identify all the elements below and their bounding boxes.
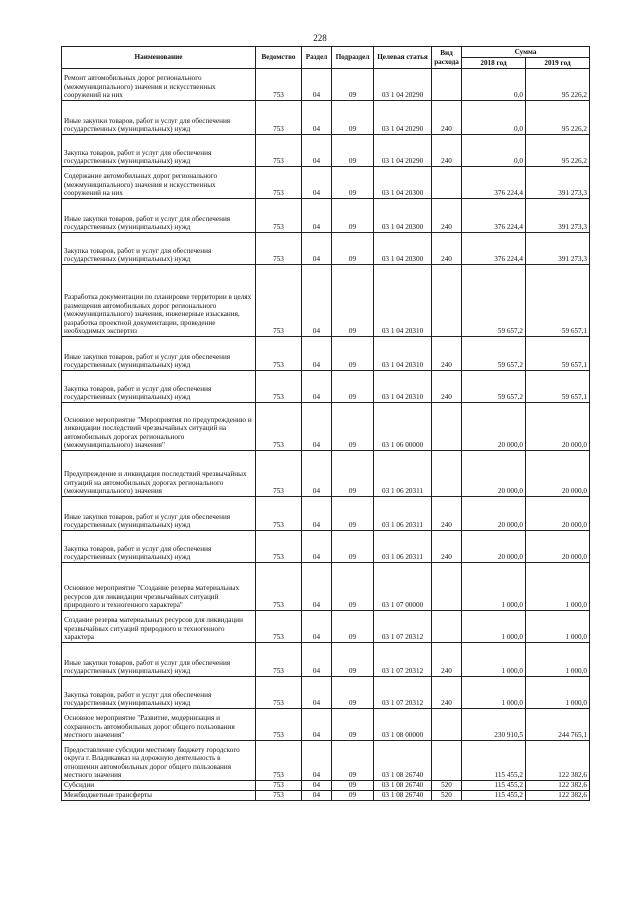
header-2019: 2019 год <box>526 58 590 69</box>
cell-kind <box>432 451 462 497</box>
cell-subsection: 09 <box>332 741 374 781</box>
table-row <box>62 199 590 233</box>
cell-subsection: 09 <box>332 643 374 677</box>
cell-dept: 753 <box>256 167 302 199</box>
cell-target: 03 1 04 20290 <box>374 135 432 167</box>
cell-name: Закупка товаров, работ и услуг для обеспечения государственных (муниципальных) нужд <box>62 233 256 265</box>
cell-name: Иные закупки товаров, работ и услуг для обеспечения государственных (муниципальных) нужд <box>62 497 256 531</box>
cell-subsection: 09 <box>332 497 374 531</box>
cell-dept: 753 <box>256 611 302 643</box>
cell-kind: 240 <box>432 371 462 403</box>
cell-name: Ремонт автомобильных дорог регионального (межмуниципального) значения и искусственных сооружений на них <box>62 69 256 101</box>
cell-section: 04 <box>302 135 332 167</box>
cell-2018: 1 000,0 <box>462 677 526 709</box>
cell-dept: 753 <box>256 497 302 531</box>
cell-subsection: 09 <box>332 677 374 709</box>
cell-dept: 753 <box>256 781 302 791</box>
cell-subsection: 09 <box>332 709 374 741</box>
cell-dept: 753 <box>256 233 302 265</box>
cell-target: 03 1 06 20311 <box>374 497 432 531</box>
table-row <box>62 677 590 709</box>
cell-name: Закупка товаров, работ и услуг для обеспечения государственных (муниципальных) нужд <box>62 677 256 709</box>
cell-2019: 1 000,0 <box>526 643 590 677</box>
cell-kind: 240 <box>432 497 462 531</box>
cell-target: 03 1 06 20311 <box>374 451 432 497</box>
cell-2019: 122 382,6 <box>526 741 590 781</box>
cell-section: 04 <box>302 69 332 101</box>
cell-2019: 20 000,0 <box>526 531 590 563</box>
table-row <box>62 531 590 563</box>
cell-kind <box>432 403 462 451</box>
cell-section: 04 <box>302 233 332 265</box>
cell-2018: 0,0 <box>462 101 526 135</box>
page-number: 228 <box>313 33 327 43</box>
cell-2019: 59 657,1 <box>526 337 590 371</box>
cell-target: 03 1 04 20310 <box>374 265 432 337</box>
header-section: Раздел <box>302 47 332 69</box>
cell-2019: 122 382,6 <box>526 781 590 791</box>
cell-kind: 240 <box>432 531 462 563</box>
cell-subsection: 09 <box>332 781 374 791</box>
cell-subsection: 09 <box>332 611 374 643</box>
cell-2018: 20 000,0 <box>462 497 526 531</box>
table-row <box>62 709 590 741</box>
cell-subsection: 09 <box>332 563 374 611</box>
cell-2018: 20 000,0 <box>462 451 526 497</box>
table-row <box>62 643 590 677</box>
cell-2019: 1 000,0 <box>526 611 590 643</box>
cell-section: 04 <box>302 403 332 451</box>
cell-section: 04 <box>302 781 332 791</box>
cell-section: 04 <box>302 531 332 563</box>
cell-name: Межбюджетные трансферты <box>62 790 256 800</box>
cell-section: 04 <box>302 611 332 643</box>
cell-2019: 20 000,0 <box>526 451 590 497</box>
cell-kind <box>432 69 462 101</box>
cell-2018: 59 657,2 <box>462 337 526 371</box>
cell-2019: 122 382,6 <box>526 790 590 800</box>
budget-table <box>61 46 590 801</box>
table-row <box>62 101 590 135</box>
cell-kind <box>432 265 462 337</box>
cell-dept: 753 <box>256 451 302 497</box>
cell-target: 03 1 04 20310 <box>374 337 432 371</box>
table-row <box>62 451 590 497</box>
table-row <box>62 403 590 451</box>
cell-dept: 753 <box>256 101 302 135</box>
cell-kind: 240 <box>432 135 462 167</box>
cell-subsection: 09 <box>332 199 374 233</box>
cell-2018: 1 000,0 <box>462 643 526 677</box>
table-row <box>62 265 590 337</box>
table-row <box>62 741 590 781</box>
cell-kind <box>432 611 462 643</box>
header-target: Целевая статья <box>374 47 432 69</box>
cell-2019: 95 226,2 <box>526 69 590 101</box>
cell-2019: 20 000,0 <box>526 497 590 531</box>
cell-subsection: 09 <box>332 69 374 101</box>
cell-target: 03 1 04 20300 <box>374 233 432 265</box>
cell-name: Создание резерва материальных ресурсов для ликвидации чрезвычайных ситуаций природного и техногенного характера <box>62 611 256 643</box>
cell-name: Основное мероприятие "Мероприятия по предупреждению и ликвидации последствий чрезвычайных ситуаций на автомобильных дорогах регионального (межмуниципального) значения" <box>62 403 256 451</box>
cell-section: 04 <box>302 371 332 403</box>
table-row <box>62 233 590 265</box>
cell-target: 03 1 04 20300 <box>374 167 432 199</box>
cell-target: 03 1 07 20312 <box>374 677 432 709</box>
cell-target: 03 1 04 20310 <box>374 371 432 403</box>
cell-dept: 753 <box>256 643 302 677</box>
cell-2018: 20 000,0 <box>462 531 526 563</box>
cell-2018: 376 224,4 <box>462 167 526 199</box>
cell-section: 04 <box>302 709 332 741</box>
cell-target: 03 1 08 26740 <box>374 790 432 800</box>
cell-name: Содержание автомобильных дорог регионального (межмуниципального) значения и искусственных сооружений на них <box>62 167 256 199</box>
cell-kind <box>432 709 462 741</box>
cell-2018: 230 910,5 <box>462 709 526 741</box>
table-row <box>62 371 590 403</box>
cell-2018: 115 455,2 <box>462 741 526 781</box>
cell-kind <box>432 563 462 611</box>
cell-kind: 520 <box>432 781 462 791</box>
cell-subsection: 09 <box>332 531 374 563</box>
cell-name: Предупреждение и ликвидация последствий чрезвычайных ситуаций на автомобильных дорогах регионального (межмуниципального) значения <box>62 451 256 497</box>
cell-2019: 244 765,1 <box>526 709 590 741</box>
table-row <box>62 563 590 611</box>
cell-kind: 240 <box>432 101 462 135</box>
cell-subsection: 09 <box>332 265 374 337</box>
cell-section: 04 <box>302 790 332 800</box>
cell-subsection: 09 <box>332 167 374 199</box>
header-dept: Ведомство <box>256 47 302 69</box>
cell-section: 04 <box>302 101 332 135</box>
cell-2018: 59 657,2 <box>462 371 526 403</box>
cell-subsection: 09 <box>332 337 374 371</box>
cell-target: 03 1 08 00000 <box>374 709 432 741</box>
cell-section: 04 <box>302 265 332 337</box>
cell-target: 03 1 07 00000 <box>374 563 432 611</box>
cell-name: Разработка документации по планировке территории в целях размещения автомобильных дорог регионального (межмуниципального) значения, инженерные изыскания, разработка проектной документации, проведение необходимых экспертиз <box>62 265 256 337</box>
cell-target: 03 1 07 20312 <box>374 643 432 677</box>
cell-dept: 753 <box>256 135 302 167</box>
cell-name: Иные закупки товаров, работ и услуг для обеспечения государственных (муниципальных) нужд <box>62 643 256 677</box>
cell-2018: 0,0 <box>462 69 526 101</box>
cell-2019: 20 000,0 <box>526 403 590 451</box>
cell-kind: 520 <box>432 790 462 800</box>
header-subsection: Подраздел <box>332 47 374 69</box>
cell-2018: 115 455,2 <box>462 781 526 791</box>
cell-target: 03 1 04 20290 <box>374 101 432 135</box>
cell-name: Иные закупки товаров, работ и услуг для обеспечения государственных (муниципальных) нужд <box>62 337 256 371</box>
cell-kind: 240 <box>432 233 462 265</box>
cell-target: 03 1 04 20290 <box>374 69 432 101</box>
cell-dept: 753 <box>256 677 302 709</box>
cell-subsection: 09 <box>332 790 374 800</box>
cell-dept: 753 <box>256 403 302 451</box>
cell-2018: 59 657,2 <box>462 265 526 337</box>
cell-dept: 753 <box>256 371 302 403</box>
cell-subsection: 09 <box>332 135 374 167</box>
table-row <box>62 167 590 199</box>
header-kind: Вид расхода <box>432 47 462 69</box>
cell-kind <box>432 167 462 199</box>
cell-subsection: 09 <box>332 451 374 497</box>
cell-2019: 391 273,3 <box>526 167 590 199</box>
cell-dept: 753 <box>256 563 302 611</box>
cell-dept: 753 <box>256 337 302 371</box>
cell-target: 03 1 04 20300 <box>374 199 432 233</box>
cell-name: Основное мероприятие "Развитие, модернизация и сохранность автомобильных дорог общего пользования местного значения" <box>62 709 256 741</box>
cell-2019: 1 000,0 <box>526 563 590 611</box>
cell-dept: 753 <box>256 265 302 337</box>
cell-section: 04 <box>302 497 332 531</box>
cell-kind: 240 <box>432 337 462 371</box>
cell-2018: 1 000,0 <box>462 611 526 643</box>
cell-name: Субсидии <box>62 781 256 791</box>
cell-section: 04 <box>302 643 332 677</box>
cell-subsection: 09 <box>332 101 374 135</box>
cell-name: Закупка товаров, работ и услуг для обеспечения государственных (муниципальных) нужд <box>62 371 256 403</box>
cell-dept: 753 <box>256 709 302 741</box>
table-row <box>62 497 590 531</box>
header-sum: Сумма <box>462 47 590 58</box>
cell-dept: 753 <box>256 531 302 563</box>
cell-subsection: 09 <box>332 371 374 403</box>
cell-subsection: 09 <box>332 403 374 451</box>
cell-section: 04 <box>302 741 332 781</box>
cell-target: 03 1 06 20311 <box>374 531 432 563</box>
cell-2019: 95 226,2 <box>526 135 590 167</box>
cell-dept: 753 <box>256 741 302 781</box>
cell-2019: 391 273,3 <box>526 199 590 233</box>
cell-target: 03 1 08 26740 <box>374 741 432 781</box>
table-row <box>62 611 590 643</box>
cell-subsection: 09 <box>332 233 374 265</box>
cell-kind: 240 <box>432 199 462 233</box>
cell-section: 04 <box>302 337 332 371</box>
cell-2019: 95 226,2 <box>526 101 590 135</box>
table-row <box>62 337 590 371</box>
cell-section: 04 <box>302 563 332 611</box>
cell-2018: 0,0 <box>462 135 526 167</box>
cell-name: Иные закупки товаров, работ и услуг для обеспечения государственных (муниципальных) нужд <box>62 101 256 135</box>
cell-kind: 240 <box>432 677 462 709</box>
cell-section: 04 <box>302 199 332 233</box>
cell-name: Иные закупки товаров, работ и услуг для обеспечения государственных (муниципальных) нужд <box>62 199 256 233</box>
cell-2019: 391 273,3 <box>526 233 590 265</box>
cell-kind <box>432 741 462 781</box>
cell-target: 03 1 06 00000 <box>374 403 432 451</box>
cell-kind: 240 <box>432 643 462 677</box>
cell-name: Основное мероприятие "Создание резерва материальных ресурсов для ликвидации чрезвычайных ситуаций природного и техногенного характера" <box>62 563 256 611</box>
cell-2018: 20 000,0 <box>462 403 526 451</box>
cell-section: 04 <box>302 677 332 709</box>
cell-2018: 376 224,4 <box>462 233 526 265</box>
cell-2019: 59 657,1 <box>526 265 590 337</box>
table-row <box>62 135 590 167</box>
cell-dept: 753 <box>256 69 302 101</box>
table-row <box>62 69 590 101</box>
cell-2019: 59 657,1 <box>526 371 590 403</box>
cell-target: 03 1 08 26740 <box>374 781 432 791</box>
cell-section: 04 <box>302 451 332 497</box>
cell-name: Предоставление субсидии местному бюджету городского округа г. Владикавказ на дорожную деятельность в отношении автомобильных дорог общего пользования местного значения <box>62 741 256 781</box>
cell-target: 03 1 07 20312 <box>374 611 432 643</box>
table-row <box>62 790 590 800</box>
cell-name: Закупка товаров, работ и услуг для обеспечения государственных (муниципальных) нужд <box>62 135 256 167</box>
cell-2018: 376 224,4 <box>462 199 526 233</box>
cell-dept: 753 <box>256 790 302 800</box>
header-name: Наименование <box>62 47 256 69</box>
cell-section: 04 <box>302 167 332 199</box>
header-2018: 2018 год <box>462 58 526 69</box>
table-row <box>62 781 590 791</box>
cell-2019: 1 000,0 <box>526 677 590 709</box>
cell-2018: 115 455,2 <box>462 790 526 800</box>
cell-2018: 1 000,0 <box>462 563 526 611</box>
cell-name: Закупка товаров, работ и услуг для обеспечения государственных (муниципальных) нужд <box>62 531 256 563</box>
cell-dept: 753 <box>256 199 302 233</box>
